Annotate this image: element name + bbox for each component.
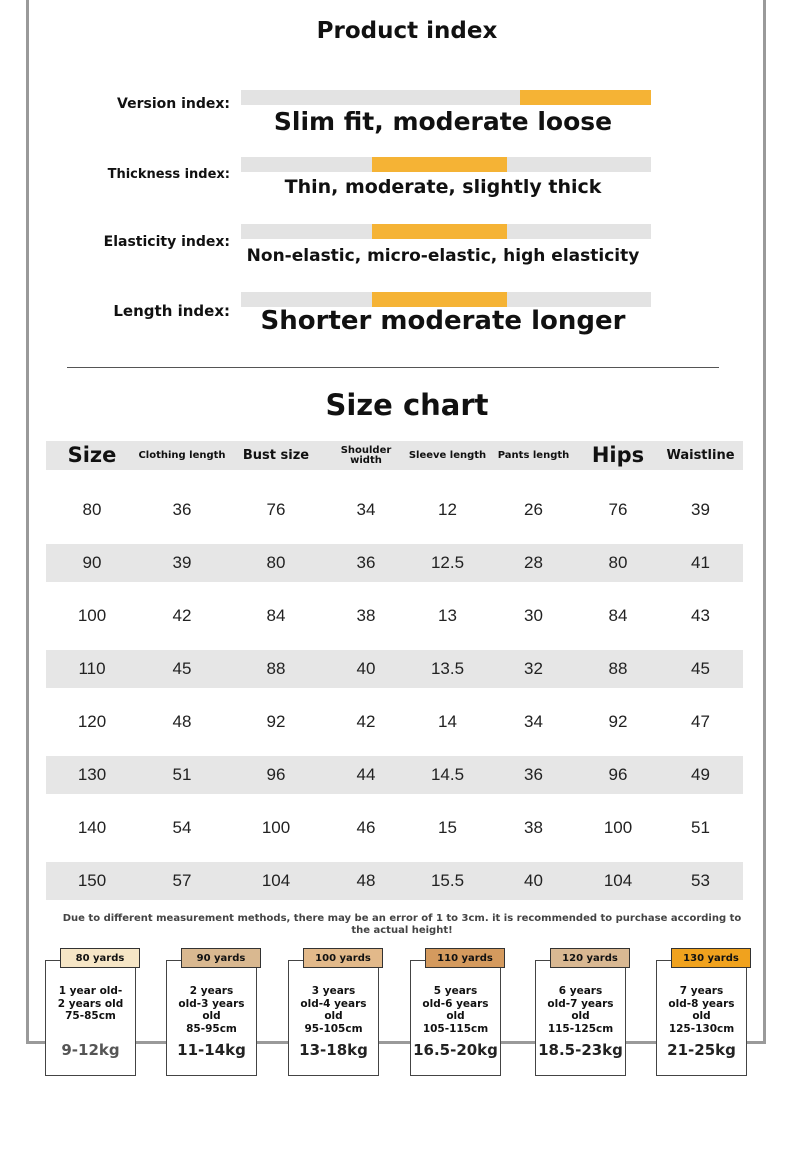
index-bar-fill: [372, 224, 506, 239]
table-cell: 45: [691, 659, 710, 678]
card-height-text: 105-115cm: [422, 1022, 489, 1035]
table-cell: 76: [266, 500, 286, 519]
size-tag: 80 yards: [60, 948, 140, 968]
size-tag: 120 yards: [550, 948, 630, 968]
table-cell: 57: [172, 871, 192, 890]
card-age-text: 1 year old-2 years old: [57, 985, 124, 1010]
table-cell: 76: [608, 500, 628, 519]
card-age-text: 5 years old-6 years old: [422, 985, 489, 1023]
table-cell: 140: [77, 818, 107, 837]
table-cell: 43: [691, 606, 710, 625]
table-cell: 38: [356, 606, 376, 625]
index-label: Thickness index:: [107, 167, 230, 182]
index-bar-track: [241, 292, 651, 307]
table-row: [46, 809, 743, 847]
table-cell: 54: [172, 818, 192, 837]
column-header: Bust size: [242, 448, 310, 463]
section-divider: [67, 367, 719, 368]
column-header: Waistline: [666, 448, 735, 463]
card-age-text: 2 years old-3 years old: [178, 985, 245, 1023]
table-row: [46, 597, 743, 635]
index-description: Non-elastic, micro-elastic, high elasticity: [246, 246, 640, 266]
card-age-range: [536, 985, 625, 1035]
table-cell: 13.5: [430, 659, 465, 678]
table-cell: 96: [608, 765, 628, 784]
table-cell: 92: [608, 712, 628, 731]
table-row: [46, 862, 743, 900]
table-cell: 150: [77, 871, 107, 890]
table-cell: 92: [266, 712, 286, 731]
size-card: [656, 960, 747, 1076]
table-cell: 84: [608, 606, 628, 625]
table-cell: 42: [172, 606, 192, 625]
frame-bottom-border: [26, 1041, 766, 1044]
table-cell: 45: [172, 659, 192, 678]
size-tag: 90 yards: [181, 948, 261, 968]
table-row: [46, 491, 743, 529]
index-bar-fill: [372, 157, 506, 172]
table-cell: 40: [356, 659, 376, 678]
table-cell: 14: [438, 712, 457, 731]
column-header: Sleeve length: [408, 449, 487, 461]
card-height-text: 115-125cm: [547, 1022, 614, 1035]
table-cell: 100: [603, 818, 633, 837]
table-cell: 104: [603, 871, 633, 890]
table-cell: 36: [172, 500, 192, 519]
table-cell: 100: [77, 606, 107, 625]
card-age-text: 3 years old-4 years old: [300, 985, 367, 1023]
table-cell: 36: [356, 553, 376, 572]
index-label: Length index:: [113, 302, 230, 320]
frame-left-border: [26, 0, 29, 1044]
index-bar-track: [241, 157, 651, 172]
table-cell: 51: [172, 765, 192, 784]
size-card: [45, 960, 136, 1076]
column-header: Size: [67, 443, 117, 467]
size-card: [410, 960, 501, 1076]
table-cell: 30: [524, 606, 543, 625]
table-cell: 15: [438, 818, 457, 837]
card-height-text: 95-105cm: [304, 1022, 363, 1035]
table-cell: 15.5: [430, 871, 465, 890]
card-age-range: [657, 985, 746, 1035]
size-tag: 130 yards: [671, 948, 751, 968]
table-cell: 28: [524, 553, 543, 572]
index-bar-track: [241, 224, 651, 239]
card-weight-range: 13-18kg: [299, 1041, 368, 1059]
card-weight-range: 18.5-23kg: [538, 1041, 623, 1059]
card-weight-range: 9-12kg: [61, 1041, 120, 1059]
table-cell: 120: [77, 712, 107, 731]
table-row: [46, 650, 743, 688]
table-cell: 80: [266, 553, 286, 572]
table-cell: 39: [691, 500, 710, 519]
table-cell: 88: [608, 659, 628, 678]
table-cell: 38: [524, 818, 543, 837]
size-chart-header: [46, 441, 743, 470]
index-description: Shorter moderate longer: [260, 306, 626, 336]
index-label: Elasticity index:: [103, 234, 230, 250]
table-cell: 40: [524, 871, 543, 890]
size-card: [166, 960, 257, 1076]
table-cell: 42: [356, 712, 376, 731]
column-header: Shoulder width: [340, 444, 392, 466]
table-cell: 49: [691, 765, 710, 784]
card-height-text: 85-95cm: [186, 1022, 237, 1035]
table-cell: 14.5: [430, 765, 465, 784]
card-age-range: [167, 985, 256, 1035]
card-age-text: 7 years old-8 years old: [668, 985, 735, 1023]
size-tag: 100 yards: [303, 948, 383, 968]
table-cell: 110: [78, 659, 106, 678]
card-age-range: [411, 985, 500, 1035]
table-cell: 26: [524, 500, 543, 519]
index-bar-track: [241, 90, 651, 105]
table-cell: 12.5: [430, 553, 465, 572]
table-row: [46, 544, 743, 582]
index-description: Slim fit, moderate loose: [273, 107, 613, 136]
card-weight-range: 11-14kg: [177, 1041, 246, 1059]
index-label: Version index:: [117, 96, 230, 112]
column-header: Clothing length: [138, 449, 226, 461]
table-cell: 80: [82, 500, 102, 519]
table-row: [46, 703, 743, 741]
table-cell: 41: [691, 553, 710, 572]
table-cell: 104: [261, 871, 291, 890]
table-cell: 34: [356, 500, 376, 519]
table-cell: 96: [266, 765, 286, 784]
size-card: [535, 960, 626, 1076]
table-cell: 53: [691, 871, 710, 890]
frame-right-border: [763, 0, 766, 1044]
table-cell: 80: [608, 553, 628, 572]
table-cell: 13: [438, 606, 457, 625]
index-description: Thin, moderate, slightly thick: [284, 176, 602, 198]
table-cell: 84: [266, 606, 286, 625]
index-bar-fill: [372, 292, 506, 307]
table-cell: 32: [524, 659, 543, 678]
table-cell: 90: [82, 553, 102, 572]
card-weight-range: 16.5-20kg: [413, 1041, 498, 1059]
measurement-note: Due to different measurement methods, there may be an error of 1 to 3cm. it is recommended to purchase according to the actual height!: [62, 913, 742, 936]
table-cell: 46: [356, 818, 376, 837]
table-cell: 47: [691, 712, 710, 731]
size-card: [288, 960, 379, 1076]
table-cell: 48: [172, 712, 192, 731]
card-height-text: 75-85cm: [65, 1010, 116, 1023]
product-index-title: Product index: [316, 18, 498, 44]
size-tag: 110 yards: [425, 948, 505, 968]
table-cell: 44: [356, 765, 376, 784]
card-age-range: [289, 985, 378, 1035]
table-cell: 100: [261, 818, 291, 837]
card-height-text: 125-130cm: [668, 1022, 735, 1035]
column-header: Pants length: [497, 449, 570, 461]
table-cell: 12: [438, 500, 457, 519]
table-cell: 88: [266, 659, 286, 678]
card-age-range: [46, 985, 135, 1023]
table-cell: 48: [356, 871, 376, 890]
table-cell: 130: [77, 765, 107, 784]
card-weight-range: 21-25kg: [667, 1041, 736, 1059]
table-row: [46, 756, 743, 794]
card-age-text: 6 years old-7 years old: [547, 985, 614, 1023]
index-bar-fill: [520, 90, 651, 105]
column-header: Hips: [591, 443, 645, 467]
size-chart-title: Size chart: [325, 388, 489, 422]
table-cell: 34: [524, 712, 543, 731]
table-cell: 51: [691, 818, 710, 837]
table-cell: 39: [172, 553, 192, 572]
table-cell: 36: [524, 765, 543, 784]
